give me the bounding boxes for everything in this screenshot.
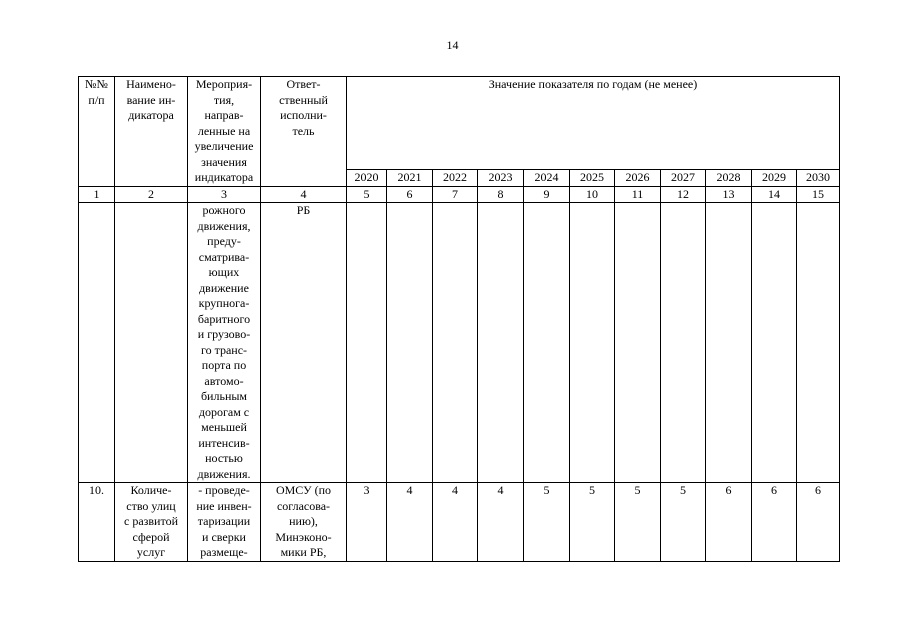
column-number: 12 bbox=[661, 186, 706, 203]
row-value bbox=[706, 203, 752, 483]
row-value bbox=[570, 203, 615, 483]
row-value bbox=[752, 203, 797, 483]
row-value bbox=[347, 203, 387, 483]
indicator-table bbox=[78, 76, 840, 562]
row-num bbox=[79, 203, 115, 483]
year-cell: 2027 bbox=[661, 169, 706, 186]
row-value bbox=[387, 203, 433, 483]
year-cell: 2030 bbox=[797, 169, 840, 186]
column-number-row bbox=[79, 186, 840, 203]
year-cell: 2026 bbox=[615, 169, 661, 186]
column-number: 5 bbox=[347, 186, 387, 203]
column-number: 6 bbox=[387, 186, 433, 203]
column-number: 11 bbox=[615, 186, 661, 203]
year-cell: 2029 bbox=[752, 169, 797, 186]
row-value: 6 bbox=[706, 483, 752, 562]
column-number: 3 bbox=[188, 186, 261, 203]
row-value: 6 bbox=[797, 483, 840, 562]
row-value: 4 bbox=[433, 483, 478, 562]
column-number: 7 bbox=[433, 186, 478, 203]
year-cell: 2023 bbox=[478, 169, 524, 186]
column-number: 10 bbox=[570, 186, 615, 203]
header-years-group: Значение показателя по годам (не менее) bbox=[347, 77, 840, 170]
column-number: 1 bbox=[79, 186, 115, 203]
header-indicator: Наимено- вание ин- дикатора bbox=[115, 77, 188, 187]
row-value bbox=[433, 203, 478, 483]
header-row bbox=[79, 77, 840, 170]
column-number: 8 bbox=[478, 186, 524, 203]
year-cell: 2028 bbox=[706, 169, 752, 186]
header-num: №№ п/п bbox=[79, 77, 115, 187]
column-number: 2 bbox=[115, 186, 188, 203]
row-value: 5 bbox=[661, 483, 706, 562]
header-responsible: Ответ- ственный исполни- тель bbox=[261, 77, 347, 187]
row-value: 6 bbox=[752, 483, 797, 562]
year-cell: 2022 bbox=[433, 169, 478, 186]
row-value bbox=[661, 203, 706, 483]
row-value: 3 bbox=[347, 483, 387, 562]
row-responsible: ОМСУ (по согласова- нию), Минэконо- мики РБ, bbox=[261, 483, 347, 562]
year-cell: 2021 bbox=[387, 169, 433, 186]
row-measures: рожного движения, преду- сматрива- ющих движение крупнога- баритного и грузово- го транс- порта по автомо- бильным дорогам с меньшей интенсив- ностью движения. bbox=[188, 203, 261, 483]
column-number: 4 bbox=[261, 186, 347, 203]
row-value: 4 bbox=[387, 483, 433, 562]
table-row bbox=[79, 203, 840, 483]
row-value: 5 bbox=[615, 483, 661, 562]
row-indicator bbox=[115, 203, 188, 483]
row-value: 4 bbox=[478, 483, 524, 562]
row-value: 5 bbox=[524, 483, 570, 562]
row-value bbox=[797, 203, 840, 483]
page-number: 14 bbox=[446, 38, 459, 52]
year-cell: 2024 bbox=[524, 169, 570, 186]
column-number: 14 bbox=[752, 186, 797, 203]
table-row bbox=[79, 483, 840, 562]
row-responsible: РБ bbox=[261, 203, 347, 483]
row-num: 10. bbox=[79, 483, 115, 562]
row-measures: - проведе- ние инвен- таризации и сверки размеще- bbox=[188, 483, 261, 562]
header-measures: Мероприя- тия, направ- ленные на увеличение значения индикатора bbox=[188, 77, 261, 187]
column-number: 9 bbox=[524, 186, 570, 203]
row-value bbox=[478, 203, 524, 483]
column-number: 15 bbox=[797, 186, 840, 203]
year-cell: 2020 bbox=[347, 169, 387, 186]
year-cell: 2025 bbox=[570, 169, 615, 186]
row-value bbox=[524, 203, 570, 483]
row-indicator: Количе- ство улиц с развитой сферой услуг bbox=[115, 483, 188, 562]
column-number: 13 bbox=[706, 186, 752, 203]
row-value bbox=[615, 203, 661, 483]
row-value: 5 bbox=[570, 483, 615, 562]
